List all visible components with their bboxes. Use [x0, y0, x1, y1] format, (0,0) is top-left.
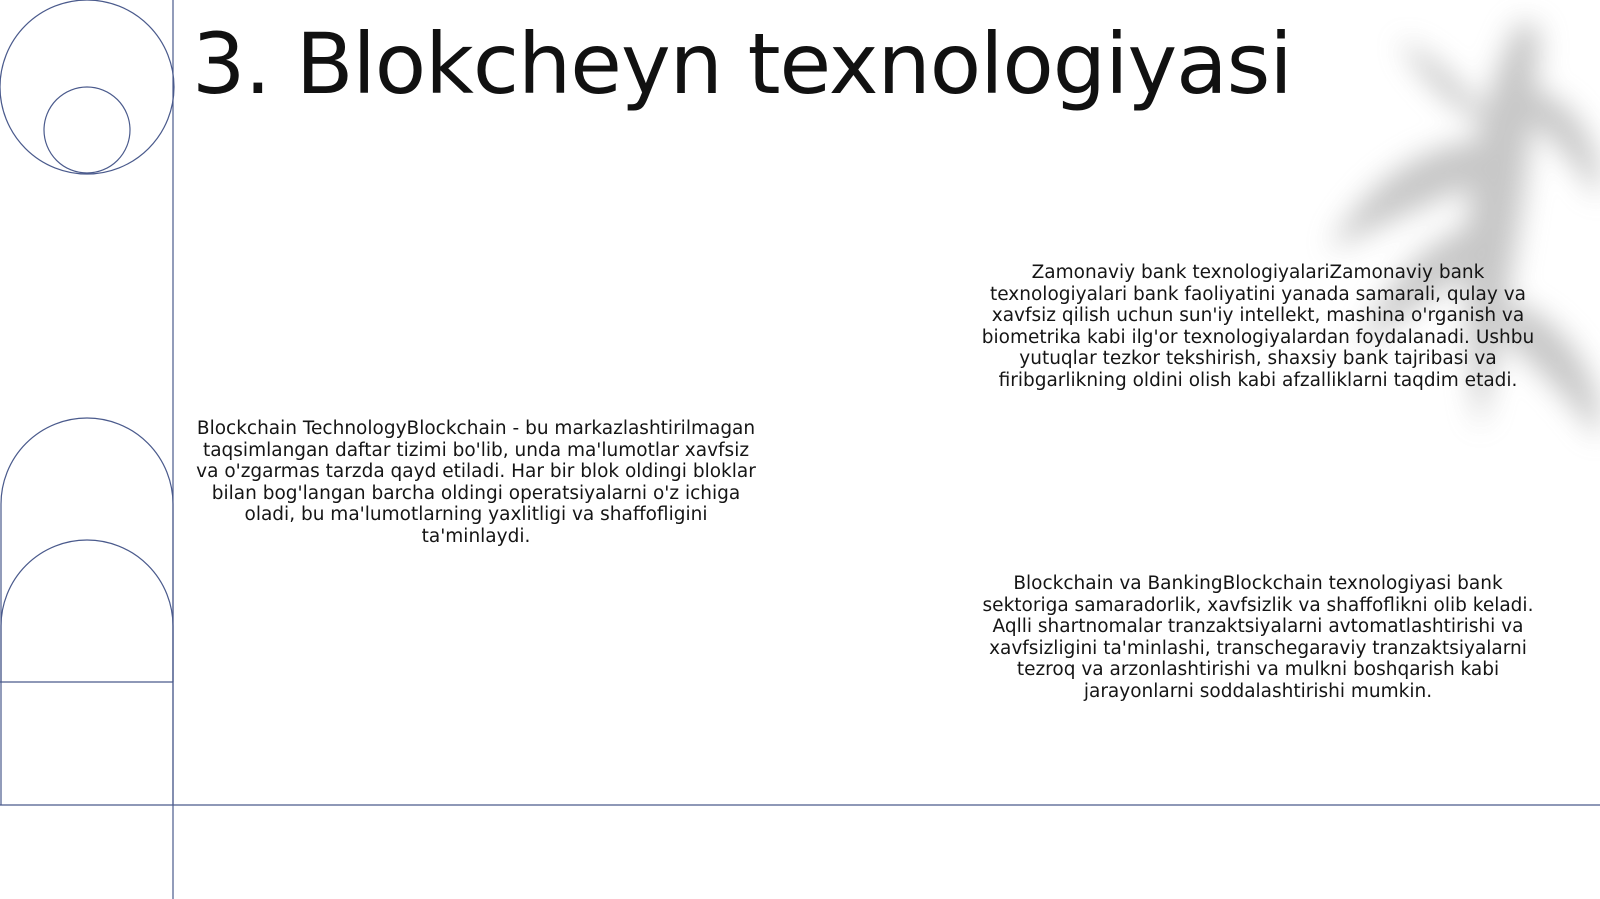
blockchain-technology-text: Blockchain TechnologyBlockchain - bu markazlashtirilmagan taqsimlangan daftar tizimi bo'lib, unda ma'lumotlar xavfsiz va o'zgarmas tarzda qayd etiladi. Har bir blok oldingi bloklar bilan bog'langan barcha oldingi operatsiyalarni o'z ichiga oladi, bu ma'lumotlarning yaxlitligi va shaffofligini ta'minlaydi. [196, 418, 756, 547]
blurred-leaf-image [1270, 0, 1600, 480]
blockchain-and-banking-text: Blockchain va BankingBlockchain texnologiyasi bank sektoriga samaradorlik, xavfsizlik va shaffoflikni olib keladi. Aqlli shartnomalar tranzaktsiyalarni avtomatlashtirishi va xavfsizligini ta'minlashi, transchegaraviy tranzaktsiyalarni tezroq va arzonlashtirishi va mulkni boshqarish kabi jarayonlarni soddalashtirishi mumkin. [982, 573, 1534, 702]
slide-title: 3. Blokcheyn texnologiyasi [192, 15, 1292, 113]
upper-arch [1, 418, 173, 805]
small-circle [44, 87, 130, 173]
modern-bank-technologies-text: Zamonaviy bank texnologiyalariZamonaviy bank texnologiyalari bank faoliyatini yanada samarali, qulay va xavfsiz qilish uchun sun'iy intellekt, mashina o'rganish va biometrika kabi ilg'or texnologiyalardan foydalanadi. Ushbu yutuqlar tezkor tekshirish, shaxsiy bank tajribasi va firibgarlikning oldini olish kabi afzalliklarni taqdim etadi. [981, 262, 1535, 391]
lower-arch [1, 540, 173, 682]
